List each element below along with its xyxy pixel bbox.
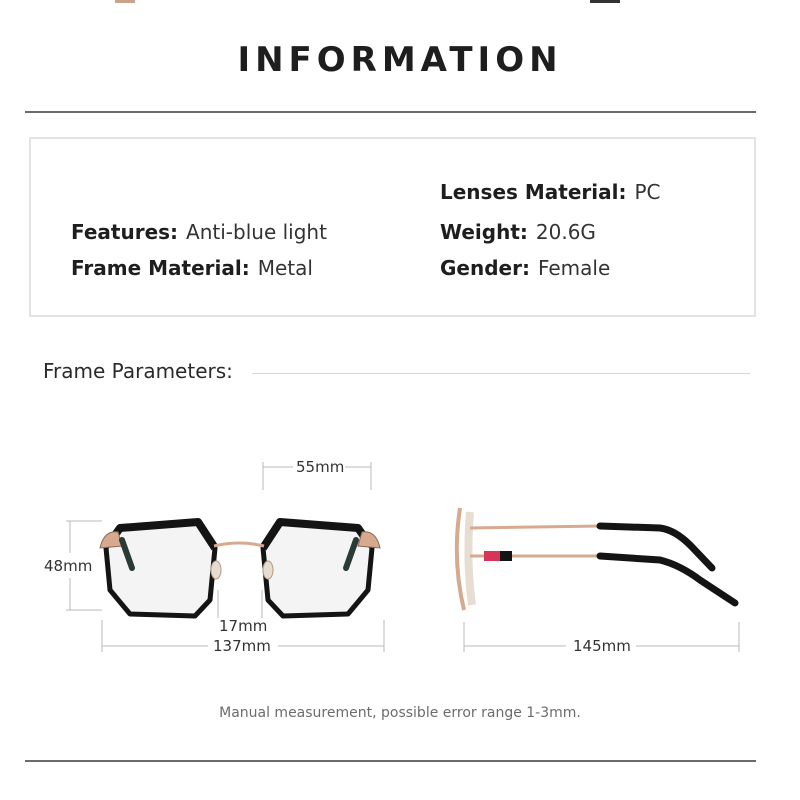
side-lens-edge xyxy=(457,508,464,610)
bridge-width-label: 17mm xyxy=(219,617,268,635)
left-hinge xyxy=(100,532,122,548)
bridge xyxy=(214,543,264,546)
lens-width-label: 55mm xyxy=(296,458,345,476)
weight-value: 20.6G xyxy=(535,220,596,244)
glasses-side-view xyxy=(457,508,735,610)
right-lens xyxy=(263,522,372,616)
bottom-divider xyxy=(25,760,756,762)
lenses-material-label: Lenses Material: xyxy=(440,180,627,204)
lower-temple-tip xyxy=(600,556,735,603)
right-hinge xyxy=(358,532,380,548)
frame-material-label: Frame Material: xyxy=(71,256,250,280)
lenses-material-value: PC xyxy=(634,180,661,204)
page-title: INFORMATION xyxy=(237,40,563,80)
measurement-note: Manual measurement, possible error range 1-3mm. xyxy=(219,705,581,721)
upper-temple xyxy=(470,526,602,528)
frame-parameters-label: Frame Parameters: xyxy=(43,359,233,383)
frame-material-value: Metal xyxy=(257,256,313,280)
features-label: Features: xyxy=(71,220,179,244)
temple-accent xyxy=(484,551,500,561)
gender-label: Gender: xyxy=(440,256,530,280)
temple-length-label: 145mm xyxy=(573,637,631,655)
gender-value: Female xyxy=(537,256,611,280)
glasses-front-view xyxy=(100,522,380,616)
lens-height-label: 48mm xyxy=(44,557,93,575)
frame-width-label: 137mm xyxy=(213,637,271,655)
left-lens xyxy=(106,522,215,616)
right-nose-pad xyxy=(263,561,273,579)
features-value: Anti-blue light xyxy=(186,220,327,244)
weight-label: Weight: xyxy=(440,220,528,244)
left-nose-pad xyxy=(211,561,221,579)
